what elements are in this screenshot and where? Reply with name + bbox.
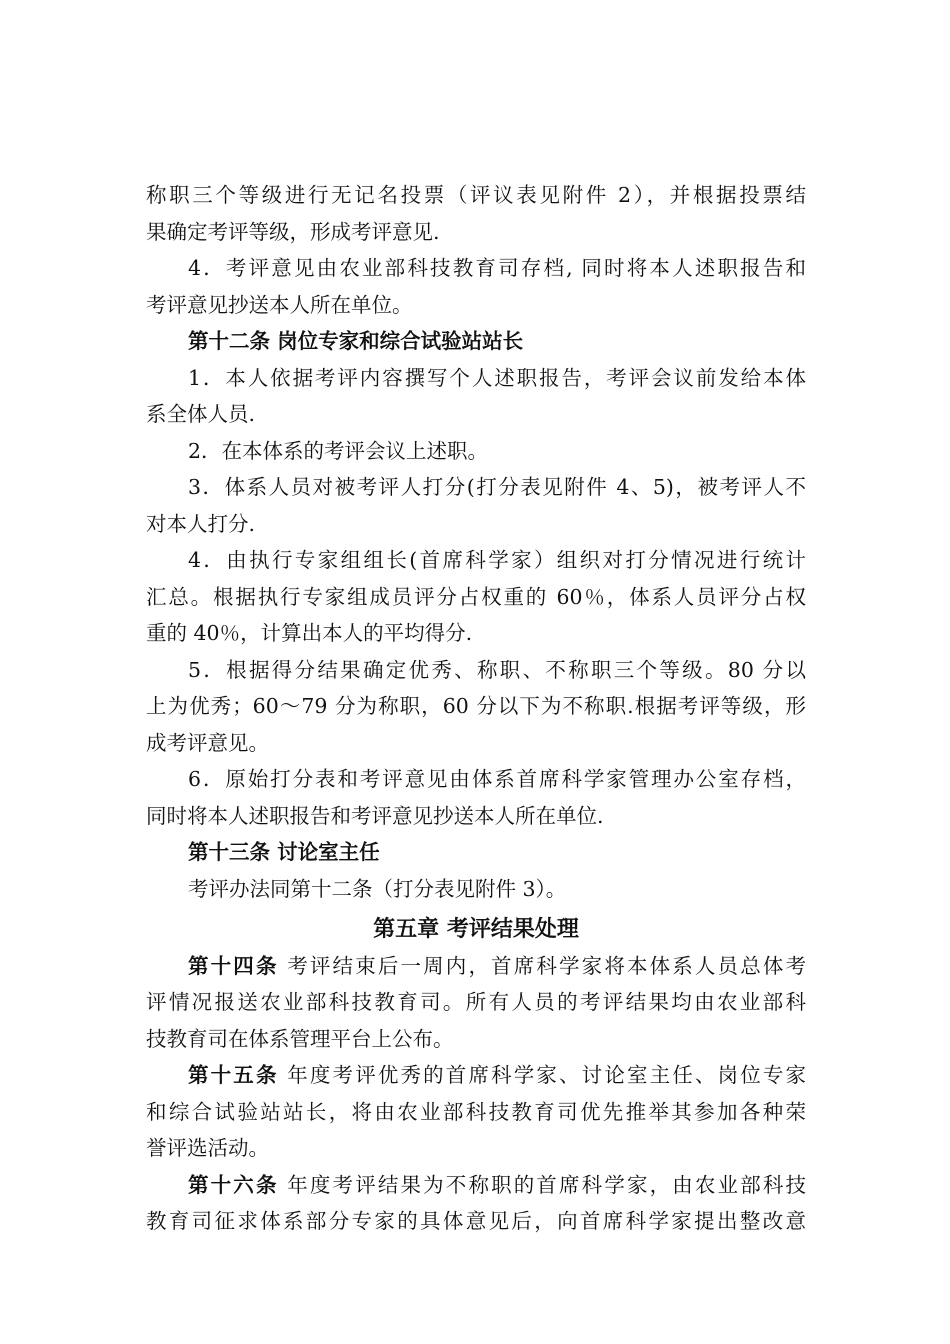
paragraph-line: 誉评选活动。 (146, 1136, 269, 1160)
paragraph-line: 1．本人依据考评内容撰写个人述职报告，考评会议前发给本体 (188, 365, 806, 390)
article-heading: 第十三条 讨论室主任 (188, 840, 380, 864)
paragraph-line: 4．考评意见由农业部科技教育司存档, 同时将本人述职报告和 (188, 256, 806, 280)
paragraph-line: 重的 40％，计算出本人的平均得分. (146, 621, 473, 645)
paragraph-line: 同时将本人述职报告和考评意见抄送本人所在单位. (146, 803, 604, 828)
paragraph-line: 成考评意见。 (146, 730, 269, 755)
paragraph-line: 系全体人员. (146, 402, 256, 426)
article-text: 年度考评结果为不称职的首席科学家，由农业部科技 (278, 1172, 806, 1197)
paragraph-line: 果确定考评等级，形成考评意见. (146, 219, 440, 244)
paragraph-line: 称职三个等级进行无记名投票（评议表见附件 2），并根据投票结 (146, 183, 806, 207)
article-number: 第十六条 (188, 1172, 279, 1197)
paragraph-line (146, 948, 806, 985)
paragraph-line (146, 1057, 806, 1094)
paragraph-line: 上为优秀；60～79 分为称职，60 分以下为不称职.根据考评等级，形 (146, 694, 806, 718)
paragraph-line: 考评办法同第十二条（打分表见附件 3）。 (188, 876, 567, 901)
paragraph-line: 教育司征求体系部分专家的具体意见后，向首席科学家提出整改意 (146, 1209, 806, 1233)
paragraph-line: 2．在本体系的考评会议上述职。 (188, 438, 489, 463)
article-heading: 第十二条 岗位专家和综合试验站站长 (188, 329, 524, 353)
article-text: 年度考评优秀的首席科学家、讨论室主任、岗位专家 (278, 1063, 806, 1087)
paragraph-line: 技教育司在体系管理平台上公布。 (146, 1026, 454, 1051)
chapter-heading: 第五章 考评结果处理 (373, 916, 579, 942)
article-number: 第十五条 (188, 1063, 279, 1087)
paragraph-line: 评情况报送农业部科技教育司。所有人员的考评结果均由农业部科 (146, 990, 806, 1014)
paragraph-line (146, 1167, 806, 1204)
paragraph-line: 5．根据得分结果确定优秀、称职、不称职三个等级。80 分以 (188, 657, 806, 682)
article-number: 第十四条 (188, 953, 279, 978)
document-page (146, 177, 806, 1240)
paragraph-line: 6．原始打分表和考评意见由体系首席科学家管理办公室存档， (188, 767, 806, 791)
article-text: 考评结束后一周内，首席科学家将本体系人员总体考 (278, 953, 806, 978)
paragraph-line: 3．体系人员对被考评人打分(打分表见附件 4、5)，被考评人不 (188, 475, 806, 499)
paragraph-line: 和综合试验站站长，将由农业部科技教育司优先推举其参加各种荣 (146, 1099, 806, 1124)
paragraph-line: 考评意见抄送本人所在单位。 (146, 292, 413, 317)
paragraph-line: 对本人打分. (146, 511, 256, 536)
paragraph-line: 汇总。根据执行专家组成员评分占权重的 60％，体系人员评分占权 (146, 584, 806, 609)
paragraph-line: 4．由执行专家组组长(首席科学家）组织对打分情况进行统计 (188, 548, 806, 572)
